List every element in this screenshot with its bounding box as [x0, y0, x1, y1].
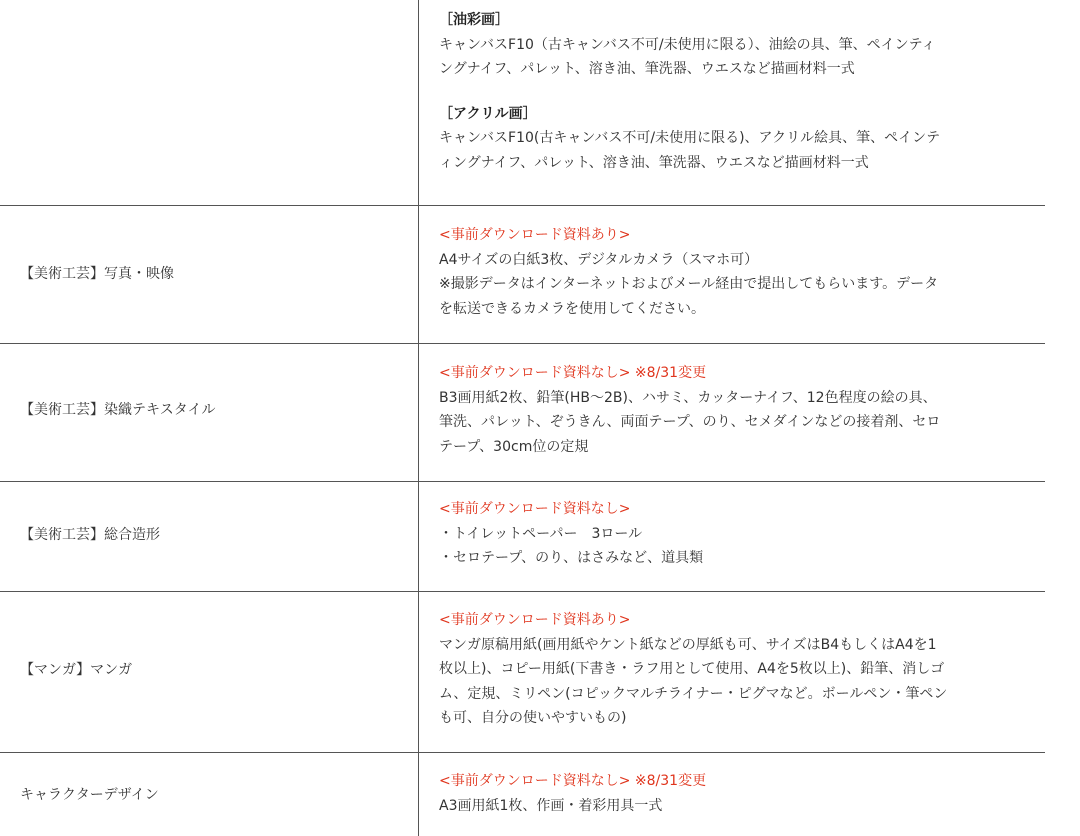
content-line: テープ、30cm位の定規: [439, 438, 589, 455]
download-notice: <事前ダウンロード資料なし> ※8/31変更: [439, 773, 707, 789]
row-content: [439, 769, 1029, 818]
content-line: ィングナイフ、パレット、溶き油、筆洗器、ウエスなど描画材料一式: [439, 154, 869, 171]
content-line: キャンバスF10(古キャンバス不可/未使用に限る)、アクリル絵具、筆、ペインテ: [439, 130, 941, 146]
row-content: [439, 497, 1029, 571]
table-row: [0, 482, 1045, 592]
table-row: [0, 206, 1045, 344]
row-content: [439, 361, 1029, 459]
content-line: ム、定規、ミリペン(コピックマルチライナー・ピグマなど。ボールペン・筆ペン: [439, 685, 948, 702]
table-row: [0, 0, 1045, 206]
content-line: を転送できるカメラを使用してください。: [439, 300, 705, 317]
section-heading: ［アクリル画］: [439, 105, 537, 122]
download-notice: <事前ダウンロード資料あり>: [439, 612, 631, 628]
table-row: [0, 753, 1045, 836]
content-line: ※撮影データはインターネットおよびメール経由で提出してもらいます。データ: [439, 276, 939, 292]
content-line: A3画用紙1枚、作画・着彩用具一式: [439, 797, 663, 814]
content-line: B3画用紙2枚、鉛筆(HB～2B)、ハサミ、カッターナイフ、12色程度の絵の具、: [439, 389, 937, 406]
content-line: ・トイレットペーパー 3ロール: [439, 525, 643, 542]
column-divider: [418, 0, 419, 836]
content-line: 枚以上)、コピー用紙(下書き・ラフ用として使用、A4を5枚以上)、鉛筆、消しゴ: [439, 661, 945, 677]
content-line: ングナイフ、パレット、溶き油、筆洗器、ウエスなど描画材料一式: [439, 61, 855, 77]
table-row: [0, 592, 1045, 753]
content-line: マンガ原稿用紙(画用紙やケント紙などの厚紙も可、サイズはB4もしくはA4を1: [439, 636, 937, 653]
content-line: A4サイズの白紙3枚、デジタルカメラ（スマホ可）: [439, 251, 759, 268]
course-label: 【美術工芸】染織テキスタイル: [20, 402, 216, 418]
row-content: [439, 8, 1029, 175]
content-line: ・セロテープ、のり、はさみなど、道具類: [439, 550, 704, 566]
course-label: 【マンガ】マンガ: [20, 662, 133, 678]
row-content: [439, 608, 1029, 731]
section-heading: ［油彩画］: [439, 12, 509, 28]
table-row: [0, 344, 1045, 482]
download-notice: <事前ダウンロード資料なし>: [439, 501, 631, 517]
download-notice: <事前ダウンロード資料あり>: [439, 227, 631, 243]
content-line: キャンバスF10（古キャンバス不可/未使用に限る）、油絵の具、筆、ペインティ: [439, 36, 936, 53]
course-label: 【美術工芸】写真・映像: [20, 266, 174, 282]
course-label: キャラクターデザイン: [20, 787, 159, 803]
content-line: 筆洗、パレット、ぞうきん、両面テープ、のり、セメダインなどの接着剤、セロ: [439, 414, 941, 430]
course-label: 【美術工芸】総合造形: [20, 527, 160, 543]
content-line: も可、自分の使いやすいもの): [439, 710, 627, 726]
row-content: [439, 223, 1029, 321]
download-notice: <事前ダウンロード資料なし> ※8/31変更: [439, 365, 707, 381]
